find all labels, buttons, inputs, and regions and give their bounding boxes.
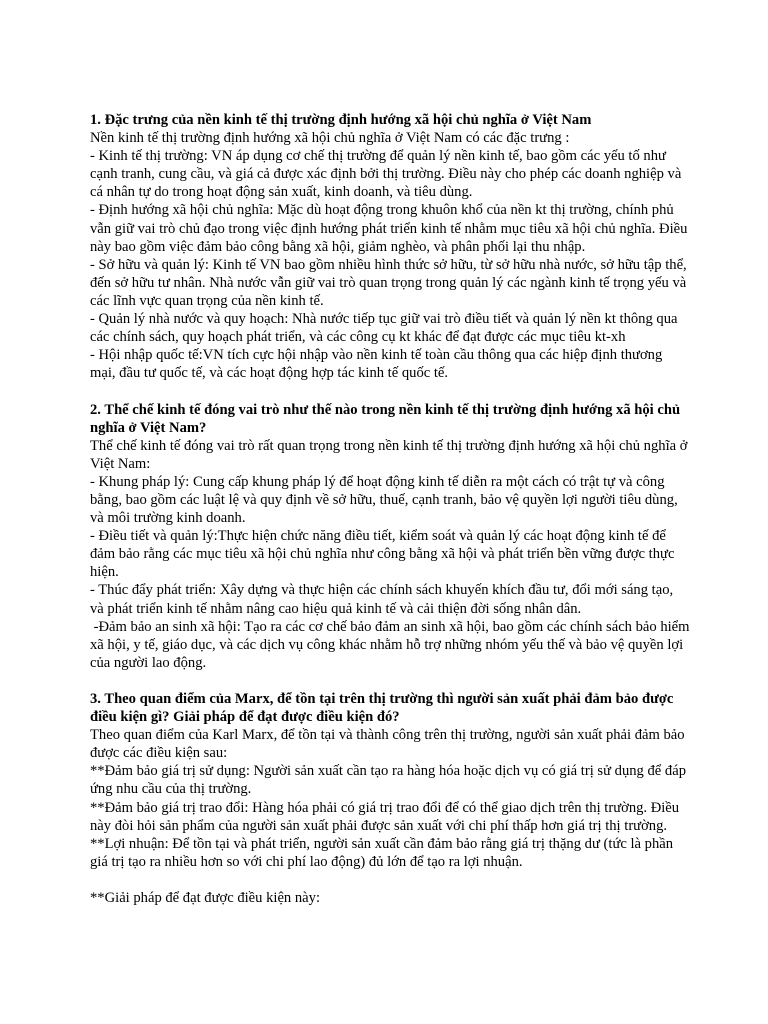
paragraph: Theo quan điểm của Karl Marx, để tồn tại và thành công trên thị trường, người sản xuất phải đảm bảo được các điều kiện sau: [90, 727, 689, 762]
paragraph: - Khung pháp lý: Cung cấp khung pháp lý để hoạt động kinh tế diễn ra một cách có trật tự và công bằng, bao gồm các luật lệ và quy định về sở hữu, thuế, cạnh tranh, bảo vệ quyền lợi người tiêu dùng, và môi trường kinh doanh. [90, 473, 682, 527]
paragraph: - Thúc đẩy phát triển: Xây dựng và thực hiện các chính sách khuyến khích đầu tư, đổi mới sáng tạo, và phát triển kinh tế nhằm nâng cao hiệu quả kinh tế và cải thiện đời sống nhân dân. [90, 582, 677, 617]
section-1 [90, 111, 690, 382]
section-2 [90, 401, 694, 672]
section-heading: 1. Đặc trưng của nền kinh tế thị trường định hướng xã hội chủ nghĩa ở Việt Nam [90, 112, 592, 128]
paragraph: **Giải pháp để đạt được điều kiện này: [90, 890, 321, 907]
paragraph: - Hội nhập quốc tế:VN tích cực hội nhập vào nền kinh tế toàn cầu thông qua các hiệp định thương mại, đầu tư quốc tế, và các hoạt động hợp tác kinh tế quốc tế. [90, 347, 666, 382]
paragraph: Thể chế kinh tế đóng vai trò rất quan trọng trong nền kinh tế thị trường định hướng xã hội chủ nghĩa ở Việt Nam: [90, 437, 691, 472]
section-heading: 2. Thể chế kinh tế đóng vai trò như thế nào trong nền kinh tế thị trường định hướng xã hội chủ nghĩa ở Việt Nam? [90, 401, 681, 436]
paragraph: **Đảm bảo giá trị trao đổi: Hàng hóa phải có giá trị trao đổi để có thể giao dịch trên thị trường. Điều này đòi hỏi sản phẩm của người sản xuất phải được sản xuất với chi phí thấp hơn giá trị thị trường. [90, 799, 683, 834]
blank-line [90, 871, 690, 889]
paragraph: **Đảm bảo giá trị sử dụng: Người sản xuất cần tạo ra hàng hóa hoặc dịch vụ có giá trị sử dụng để đáp ứng nhu cầu của thị trường. [90, 763, 690, 798]
paragraph: - Điều tiết và quản lý:Thực hiện chức năng điều tiết, kiểm soát và quản lý các hoạt động kinh tế để đảm bảo rằng các mục tiêu xã hội chủ nghĩa như công bằng xã hội và phát triển bền vững được thực hiện. [90, 528, 679, 581]
paragraph: **Lợi nhuận: Để tồn tại và phát triển, người sản xuất cần đảm bảo rằng giá trị thặng dư (tức là phần giá trị tạo ra nhiều hơn so với chi phí lao động) đủ lớn để tạo ra lợi nhuận. [90, 835, 677, 870]
paragraph: Nền kinh tế thị trường định hướng xã hội chủ nghĩa ở Việt Nam có các đặc trưng : [90, 130, 570, 147]
section-heading: 3. Theo quan điểm của Marx, để tồn tại trên thị trường thì người sản xuất phải đảm bảo được điều kiện gì? Giải pháp để đạt được điều kiện đó? [90, 691, 674, 726]
document-page [90, 111, 694, 925]
paragraph: - Sở hữu và quản lý: Kinh tế VN bao gồm nhiều hình thức sở hữu, từ sở hữu nhà nước, sở hữu tập thể, đến sở hữu tư nhân. Nhà nước vẫn giữ vai trò quan trọng trong quản lý các ngành kinh tế trọng yếu và các lĩnh vực quan trọng của nền kinh tế. [90, 256, 691, 309]
paragraph: - Định hướng xã hội chủ nghĩa: Mặc dù hoạt động trong khuôn khổ của nền kt thị trường, chính phủ vẫn giữ vai trò chủ đạo trong việc định hướng phát triển kinh tế nhằm mục tiêu xã hội chủ nghĩa. Điều này bao gồm việc đảm bảo công bằng xã hội, giảm nghèo, và phân phối lại thu nhập. [90, 202, 692, 255]
paragraph: - Kinh tế thị trường: VN áp dụng cơ chế thị trường để quản lý nền kinh tế, bao gồm các yếu tố như cạnh tranh, cung cầu, và giá cả được xác định bởi thị trường. Điều này cho phép các doanh nghiệp và cá nhân tự do trong hoạt động sản xuất, kinh doanh, và tiêu dùng. [90, 148, 685, 201]
paragraph: -Đảm bảo an sinh xã hội: Tạo ra các cơ chế bảo đảm an sinh xã hội, bao gồm các chính sách bảo hiểm xã hội, y tế, giáo dục, và các dịch vụ công khác nhằm hỗ trợ những nhóm yếu thế và bảo vệ quyền lợi của người lao động. [90, 618, 694, 671]
section-3 [90, 690, 690, 907]
paragraph: - Quản lý nhà nước và quy hoạch: Nhà nước tiếp tục giữ vai trò điều tiết và quản lý nền kt thông qua các chính sách, quy hoạch phát triển, và các công cụ kt khác để đạt được các mục tiêu kt-xh [90, 311, 682, 346]
